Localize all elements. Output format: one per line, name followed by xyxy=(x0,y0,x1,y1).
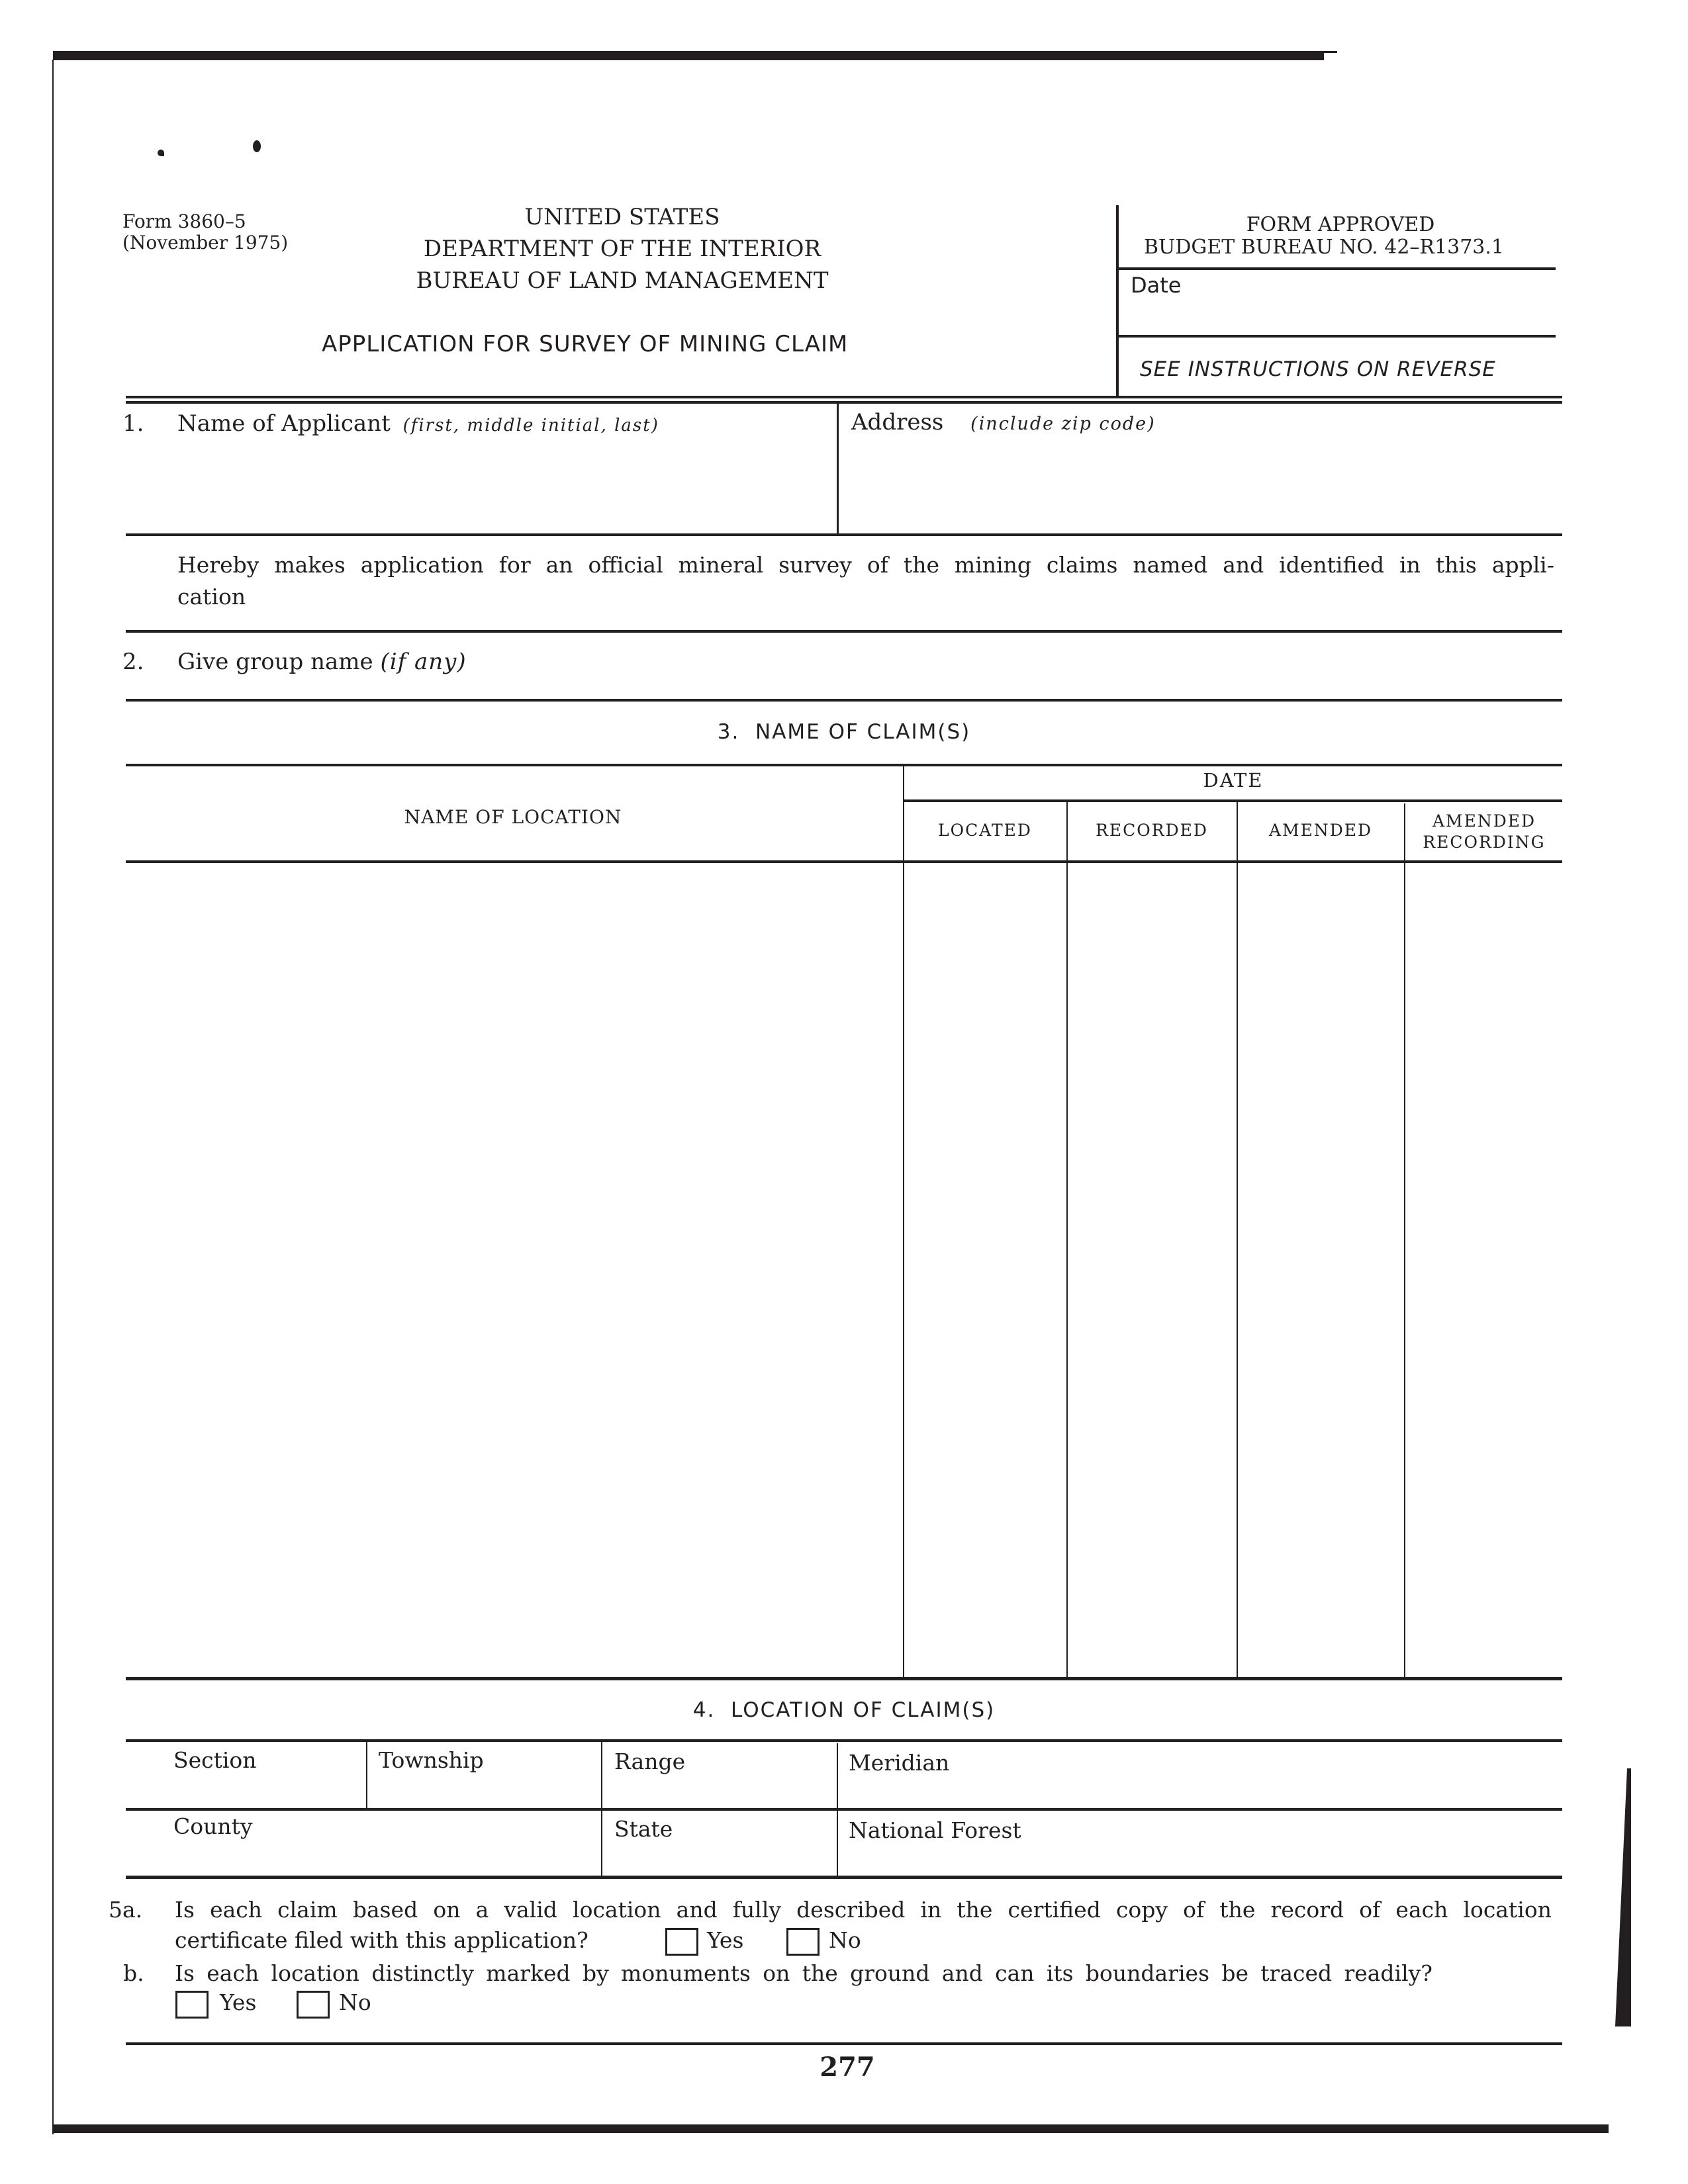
section-field[interactable] xyxy=(126,1742,366,1807)
amended-recording-header-line1: AMENDED xyxy=(1432,811,1536,831)
agency-department: DEPARTMENT OF THE INTERIOR xyxy=(423,236,821,262)
section4-title: 4. LOCATION OF CLAIM(S) xyxy=(692,1698,996,1722)
section2-bottom-rule xyxy=(126,699,1562,702)
question-5a-line2: certificate filed with this application? xyxy=(175,1927,588,1953)
agency-bureau: BUREAU OF LAND MANAGEMENT xyxy=(416,267,829,294)
question-5b-no-label: No xyxy=(339,1989,371,2015)
recorded-header: RECORDED xyxy=(1096,821,1208,840)
instructions-note: SEE INSTRUCTIONS ON REVERSE xyxy=(1140,357,1496,381)
section3-title: 3. NAME OF CLAIM(S) xyxy=(717,720,971,744)
group-name-label-text: Give group name xyxy=(177,649,373,675)
question-5a-yes-label: Yes xyxy=(707,1927,744,1953)
claim-amended-date-field[interactable] xyxy=(1238,863,1404,1678)
page-number: 277 xyxy=(820,2052,875,2083)
claim-located-date-field[interactable] xyxy=(904,863,1066,1678)
claims-table-top-rule xyxy=(126,764,1562,766)
question-5b-number: b. xyxy=(123,1960,144,1986)
meridian-field[interactable] xyxy=(838,1743,1562,1808)
scan-speck-2 xyxy=(253,140,261,152)
address-hint: (include zip code) xyxy=(970,414,1156,434)
question-5a-yes-checkbox[interactable] xyxy=(665,1928,698,1956)
question-5b-yes-label: Yes xyxy=(220,1989,257,2015)
national-forest-field[interactable] xyxy=(838,1812,1562,1878)
question-5b-line1: Is each location distinctly marked by monuments on the ground and can its boundaries be traced readily? xyxy=(175,1960,1432,1986)
located-header: LOCATED xyxy=(938,821,1032,840)
claim-name-field[interactable] xyxy=(126,863,903,1678)
application-statement-line2: cation xyxy=(177,584,246,610)
question-5a-no-checkbox[interactable] xyxy=(786,1928,820,1956)
agency-united-states: UNITED STATES xyxy=(524,204,720,230)
township-field[interactable] xyxy=(367,1742,601,1807)
scan-frame-top xyxy=(53,51,1324,60)
address-field[interactable] xyxy=(839,405,1562,535)
form-title: APPLICATION FOR SURVEY OF MINING CLAIM xyxy=(322,331,849,357)
claim-amended-recording-date-field[interactable] xyxy=(1405,863,1562,1678)
name-of-location-header: NAME OF LOCATION xyxy=(404,806,622,828)
section5-bottom-rule xyxy=(126,2042,1562,2045)
applicant-name-field[interactable] xyxy=(126,405,838,535)
state-field[interactable] xyxy=(602,1811,837,1877)
scan-frame-left xyxy=(52,60,54,2134)
township-label: Township xyxy=(379,1747,484,1773)
county-label: County xyxy=(173,1813,253,1839)
question-5b-no-checkbox[interactable] xyxy=(297,1991,330,2019)
range-field[interactable] xyxy=(602,1742,837,1807)
date-label: Date xyxy=(1131,273,1182,298)
scan-frame-top-tail xyxy=(1297,51,1337,53)
claims-table-bottom-rule xyxy=(126,1677,1562,1680)
scan-frame-right-shadow xyxy=(1615,1768,1631,2026)
amended-header: AMENDED xyxy=(1268,821,1373,840)
date-group-header: DATE xyxy=(1203,769,1264,792)
approval-rule-2 xyxy=(1119,335,1556,338)
section1-number: 1. xyxy=(122,410,144,437)
state-label: State xyxy=(614,1816,673,1842)
meridian-label: Meridian xyxy=(849,1750,950,1776)
header-double-rule-top xyxy=(126,396,1562,398)
application-statement-line1: Hereby makes application for an official mineral survey of the mining claims named and identified in this appli- xyxy=(177,552,1554,578)
date-field[interactable] xyxy=(1119,270,1556,334)
header-double-rule-bottom xyxy=(126,401,1562,404)
question-5a-no-label: No xyxy=(829,1927,861,1953)
statement-bottom-rule xyxy=(126,630,1562,633)
range-label: Range xyxy=(614,1749,686,1774)
amended-recording-header-line2: RECORDING xyxy=(1423,833,1546,852)
section-label: Section xyxy=(173,1747,257,1773)
question-5b-yes-checkbox[interactable] xyxy=(175,1991,209,2019)
date-group-rule xyxy=(904,799,1562,802)
section1-bottom-rule xyxy=(126,533,1562,536)
national-forest-label: National Forest xyxy=(849,1817,1021,1843)
location-table-bottom-rule xyxy=(126,1876,1562,1879)
question-5a-number: 5a. xyxy=(109,1897,143,1923)
question-5a-line1: Is each claim based on a valid location and fully described in the certified copy of the record of each location xyxy=(175,1897,1552,1923)
section2-number: 2. xyxy=(122,649,144,675)
county-field[interactable] xyxy=(126,1811,601,1877)
group-name-hint: (if any) xyxy=(380,649,467,675)
applicant-name-hint: (first, middle initial, last) xyxy=(402,416,659,435)
group-name-field[interactable] xyxy=(126,634,1562,699)
applicant-name-label-text: Name of Applicant xyxy=(177,410,391,437)
form-number: Form 3860–5 xyxy=(122,210,246,232)
claim-recorded-date-field[interactable] xyxy=(1068,863,1237,1678)
section1-divider xyxy=(837,404,839,535)
scan-speck-1 xyxy=(158,150,164,156)
budget-bureau-number: BUDGET BUREAU NO. 42–R1373.1 xyxy=(1144,236,1504,259)
form-date: (November 1975) xyxy=(122,232,289,253)
address-label-text: Address xyxy=(851,409,944,435)
scan-frame-bottom xyxy=(53,2124,1609,2133)
form-approved-label: FORM APPROVED xyxy=(1246,213,1435,236)
